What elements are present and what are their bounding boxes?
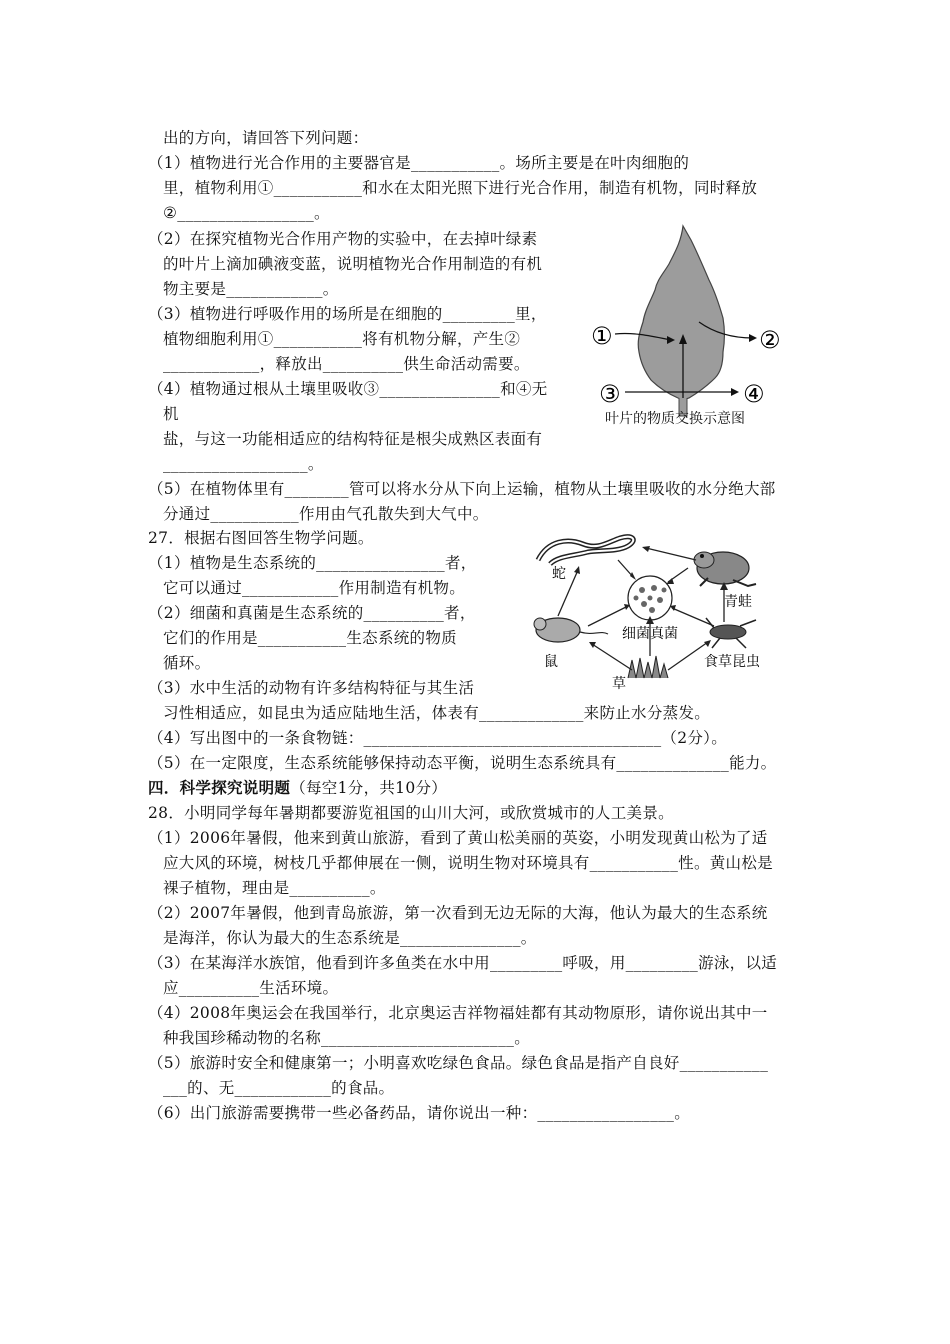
insect-drawing bbox=[706, 618, 756, 648]
q28-line-8: 应__________生活环境。 bbox=[163, 979, 339, 997]
section-4-heading bbox=[148, 778, 447, 798]
q28-line-3: 应大风的环境，树枝几乎都伸展在一侧，说明生物对环境具有___________性。黄山松是 bbox=[163, 854, 773, 872]
q28-line-6: 是海洋，你认为最大的生态系统是_______________。 bbox=[163, 929, 537, 947]
q26-line-13: 盐，与这一功能相适应的结构特征是根尖成熟区表面有 bbox=[163, 430, 543, 448]
food-web-label-insect: 食草昆虫 bbox=[704, 654, 760, 670]
food-web-label-microbe: 细菌真菌 bbox=[622, 626, 678, 642]
leaf-label-3: ③ bbox=[599, 380, 621, 408]
q28-line-2: （1）2006年暑假，他来到黄山旅游，看到了黄山松美丽的英姿，小明发现黄山松为了适 bbox=[148, 829, 768, 847]
q27-line-8: 习性相适应，如昆虫为适应陆地生活，体表有_____________来防止水分蒸发。 bbox=[163, 704, 711, 722]
q27-line-1: 27．根据右图回答生物学问题。 bbox=[148, 529, 374, 547]
q26-line-3: 里，植物利用①___________和水在太阳光照下进行光合作用，制造有机物，同时释放 bbox=[163, 179, 758, 197]
q28-line-10: 种我国珍稀动物的名称________________________。 bbox=[163, 1029, 531, 1047]
q27-line-4: （2）细菌和真菌是生态系统的__________者， bbox=[148, 604, 476, 622]
q27-line-9: （4）写出图中的一条食物链：_____________________________________（2分）。 bbox=[148, 729, 728, 747]
leaf-exchange-figure bbox=[583, 222, 793, 432]
food-web-diagram bbox=[528, 520, 788, 690]
microbe-drawing bbox=[628, 576, 672, 620]
q26-line-6: 的叶片上滴加碘液变蓝，说明植物光合作用制造的有机 bbox=[163, 255, 543, 273]
q27-line-3: 它可以通过____________作用制造有机物。 bbox=[163, 579, 466, 597]
q26-line-14: __________________。 bbox=[163, 455, 324, 473]
q27-line-6: 循环。 bbox=[163, 654, 211, 672]
q27-line-7: （3）水中生活的动物有许多结构特征与其生活 bbox=[148, 679, 475, 697]
q26-line-9: 植物细胞利用①___________将有机物分解，产生② bbox=[163, 330, 521, 348]
q28-line-5: （2）2007年暑假，他到青岛旅游，第一次看到无边无际的大海，他认为最大的生态系统 bbox=[148, 904, 768, 922]
leaf-shape bbox=[638, 226, 724, 400]
q26-line-10: ____________，释放出__________供生命活动需要。 bbox=[163, 355, 530, 373]
leaf-label-2: ② bbox=[759, 326, 781, 354]
q28-line-7: （3）在某海洋水族馆，他看到许多鱼类在水中用_________呼吸，用_________游泳，以适 bbox=[148, 954, 778, 972]
q26-line-15: （5）在植物体里有________管可以将水分从下向上运输，植物从土壤里吸收的水分绝大部 bbox=[148, 480, 776, 498]
q28-line-4: 裸子植物，理由是__________。 bbox=[163, 879, 386, 897]
q27-line-2: （1）植物是生态系统的________________者， bbox=[148, 554, 477, 572]
q28-line-1: 28．小明同学每年暑期都要游览祖国的山川大河，或欣赏城市的人工美景。 bbox=[148, 804, 674, 822]
q26-line-7: 物主要是____________。 bbox=[163, 280, 339, 298]
food-web-label-grass: 草 bbox=[612, 676, 626, 690]
q26-line-11: （4）植物通过根从土壤里吸收③_______________和④无 bbox=[148, 380, 548, 398]
q26-line-16: 分通过___________作用由气孔散失到大气中。 bbox=[163, 505, 489, 523]
q26-line-1: 出的方向，请回答下列问题： bbox=[163, 129, 369, 147]
snake-drawing bbox=[538, 537, 633, 564]
food-web-label-mouse: 鼠 bbox=[544, 654, 558, 670]
q28-line-11: （5）旅游时安全和健康第一；小明喜欢吃绿色食品。绿色食品是指产自良好___________ bbox=[148, 1054, 769, 1072]
q26-line-8: （3）植物进行呼吸作用的场所是在细胞的_________里， bbox=[148, 305, 547, 323]
leaf-diagram bbox=[583, 222, 793, 432]
q26-line-12: 机 bbox=[163, 405, 179, 423]
leaf-figure-caption: 叶片的物质交换示意图 bbox=[605, 411, 745, 427]
q28-line-13: （6）出门旅游需要携带一些必备药品，请你说出一种：_________________。 bbox=[148, 1104, 691, 1122]
section-4-title: 四．科学探究说明题 bbox=[148, 778, 291, 797]
food-web-label-snake: 蛇 bbox=[552, 566, 566, 582]
food-web-figure bbox=[528, 520, 788, 690]
q28-line-12: ___的、无____________的食品。 bbox=[163, 1079, 395, 1097]
q26-line-2: （1）植物进行光合作用的主要器官是___________。场所主要是在叶肉细胞的 bbox=[148, 154, 690, 172]
section-4-note: （每空1分，共10分） bbox=[290, 779, 448, 797]
q26-line-5: （2）在探究植物光合作用产物的实验中，在去掉叶绿素 bbox=[148, 230, 538, 248]
grass-drawing bbox=[628, 656, 668, 678]
q27-line-10: （5）在一定限度，生态系统能够保持动态平衡，说明生态系统具有______________能力。 bbox=[148, 754, 777, 772]
leaf-label-1: ① bbox=[591, 322, 613, 350]
food-web-label-frog: 青蛙 bbox=[724, 594, 752, 610]
q26-line-4: ②_________________。 bbox=[163, 204, 330, 222]
q28-line-9: （4）2008年奥运会在我国举行，北京奥运吉祥物福娃都有其动物原形，请你说出其中一 bbox=[148, 1004, 768, 1022]
q27-line-5: 它们的作用是___________生态系统的物质 bbox=[163, 629, 457, 647]
leaf-label-4: ④ bbox=[743, 380, 765, 408]
frog-drawing bbox=[694, 552, 756, 586]
